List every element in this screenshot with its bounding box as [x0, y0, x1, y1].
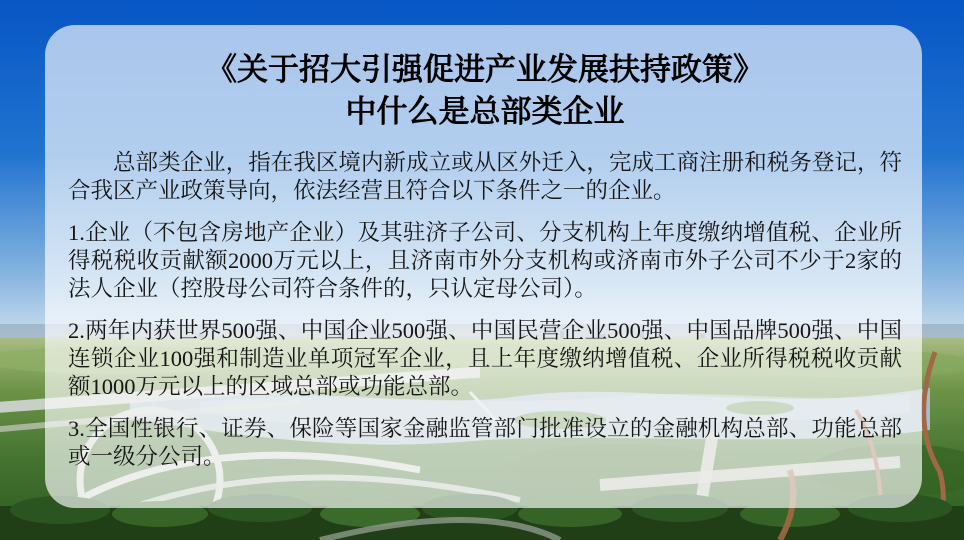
- content-card: [45, 25, 922, 508]
- criteria-item-2: 2.两年内获世界500强、中国企业500强、中国民营企业500强、中国品牌500强、中国连锁企业100强和制造业单项冠军企业，且上年度缴纳增值税、企业所得税税收贡献额1000万元以上的区域总部或功能总部。: [68, 318, 902, 399]
- intro-paragraph: 总部类企业，指在我区境内新成立或从区外迁入，完成工商注册和税务登记，符合我区产业政策导向，依法经营且符合以下条件之一的企业。: [68, 150, 902, 203]
- criteria-item-1: 1.企业（不包含房地产企业）及其驻济子公司、分支机构上年度缴纳增值税、企业所得税税收贡献额2000万元以上，且济南市外分支机构或济南市外子公司不少于2家的法人企业（控股母公司符合条件的，只认定母公司）。: [68, 220, 902, 301]
- slide-title-line1: 《关于招大引强促进产业发展扶持政策》: [206, 52, 764, 87]
- criteria-item-3: 3.全国性银行、证券、保险等国家金融监管部门批准设立的金融机构总部、功能总部或一级分公司。: [68, 416, 902, 469]
- slide-title: [68, 49, 902, 133]
- slide-title-line2: 中什么是总部类企业: [345, 94, 625, 129]
